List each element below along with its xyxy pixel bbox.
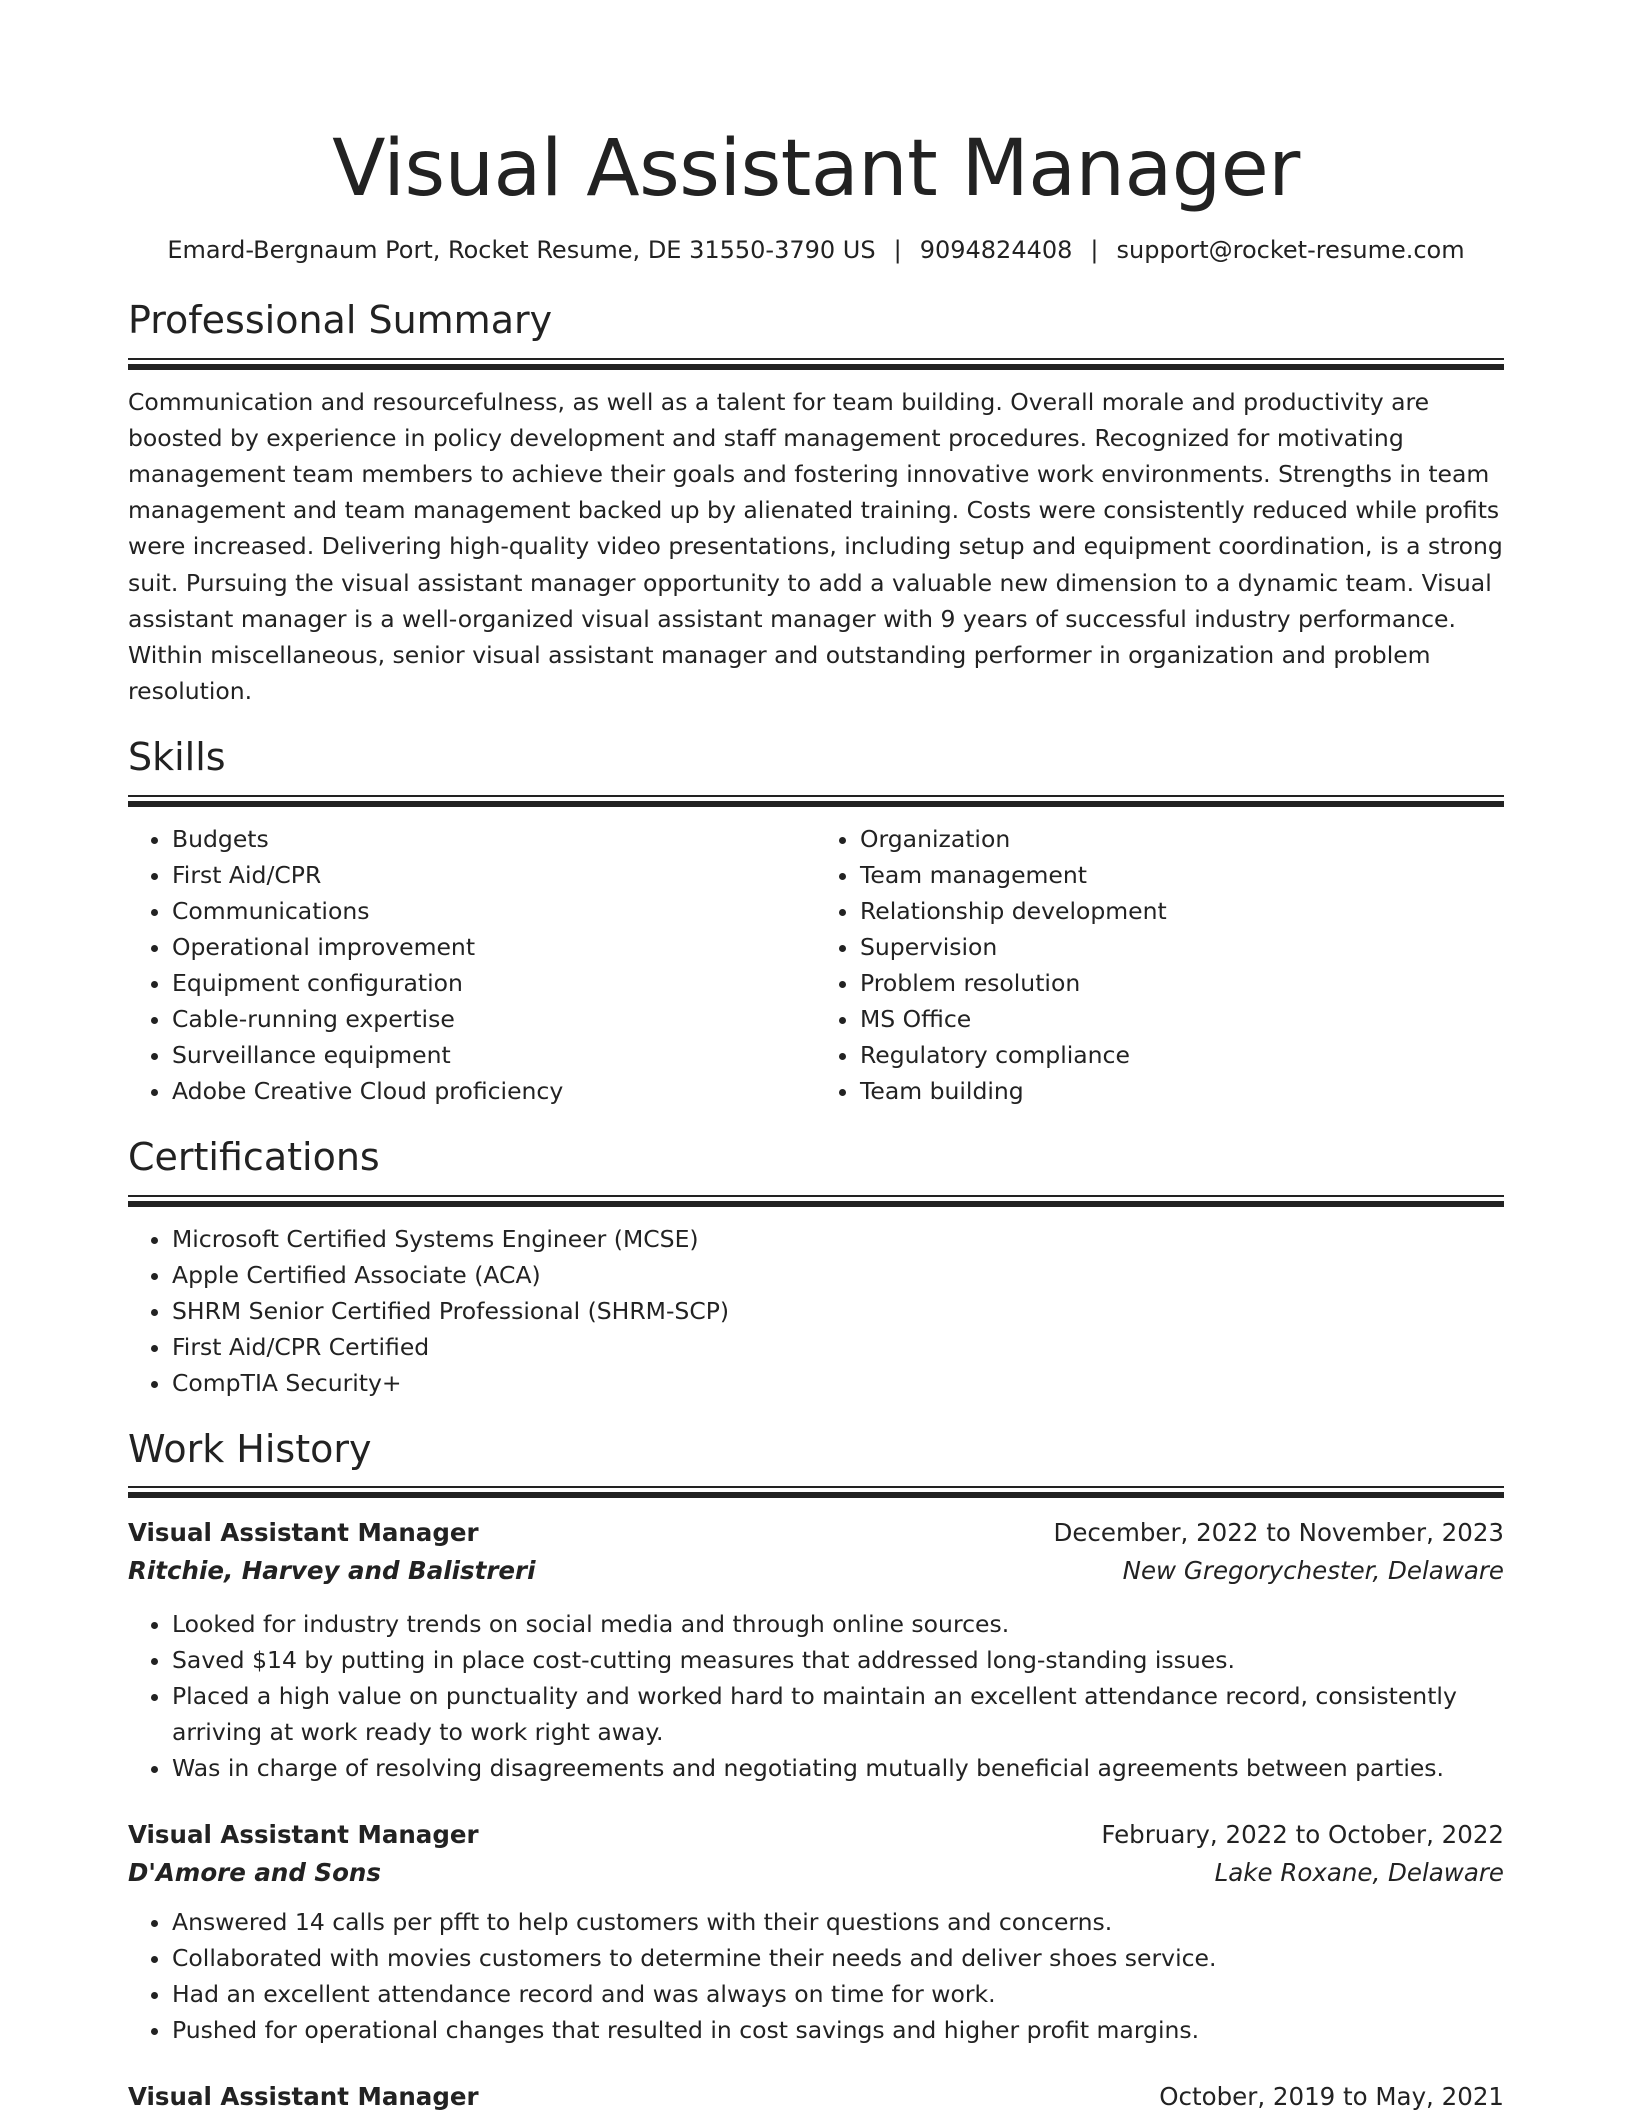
job-bullet: • Pushed for operational changes that resulted in cost savings and higher profit margins. xyxy=(172,2012,1504,2048)
job-title: Visual Assistant Manager xyxy=(128,1820,479,1850)
skill-item: • Organization xyxy=(860,821,1504,857)
skill-item: • Operational improvement xyxy=(172,929,816,965)
skill-item: • Relationship development xyxy=(860,893,1504,929)
skill-item: • Communications xyxy=(172,893,816,929)
certification-item: • Microsoft Certified Systems Engineer (MCSE) xyxy=(172,1221,1504,1257)
job-bullet: • Placed a high value on punctuality and worked hard to maintain an excellent attendance record, consistently arriving at work ready to work right away. xyxy=(172,1678,1504,1750)
job-dates: February, 2022 to October, 2022 xyxy=(1101,1820,1504,1850)
contact-separator: | xyxy=(1090,236,1099,264)
section-divider xyxy=(128,795,1504,807)
skill-item: • Cable-running expertise xyxy=(172,1001,816,1037)
skill-item: • Adobe Creative Cloud proficiency xyxy=(172,1073,816,1109)
job-title: Visual Assistant Manager xyxy=(128,1518,479,1548)
skill-item: • First Aid/CPR xyxy=(172,857,816,893)
page-title: Visual Assistant Manager xyxy=(332,124,1300,214)
section-divider xyxy=(128,358,1504,370)
job-subheader xyxy=(128,1854,1504,1892)
job-bullet: • Had an excellent attendance record and was always on time for work. xyxy=(172,1976,1504,2012)
summary-text: Communication and resourcefulness, as well as a talent for team building. Overall morale and productivity are boosted by experience in policy development and staff management procedures. Recognized for motivating management team members to achieve their goals and fostering innovative work environments. Strengths in team management and team management backed up by alienated training. Costs were consistently reduced while profits were increased. Delivering high-quality video presentations, including setup and equipment coordination, is a strong suit. Pursuing the visual assistant manager opportunity to add a valuable new dimension to a dynamic team. Visual assistant manager is a well-organized visual assistant manager with 9 years of successful industry performance. Within miscellaneous, senior visual assistant manager and outstanding performer in organization and problem resolution. xyxy=(128,387,1503,706)
job-entry xyxy=(128,1816,1504,2048)
job-dates: December, 2022 to November, 2023 xyxy=(1053,1518,1504,1548)
job-company: D'Amore and Sons xyxy=(128,1858,381,1888)
section-divider xyxy=(128,1486,1504,1498)
contact-email: support@rocket-resume.com xyxy=(1116,236,1465,264)
job-title: Visual Assistant Manager xyxy=(128,2082,479,2112)
certifications-section xyxy=(128,1135,1504,1401)
job-entry xyxy=(128,1514,1504,1786)
job-subheader xyxy=(128,1552,1504,1590)
contact-phone: 9094824408 xyxy=(919,236,1073,264)
contact-line xyxy=(128,236,1504,264)
section-title-certifications: Certifications xyxy=(128,1135,380,1180)
certifications-list xyxy=(128,1221,1504,1401)
certification-item: • Apple Certified Associate (ACA) xyxy=(172,1257,1504,1293)
job-header xyxy=(128,1816,1504,1854)
skills-section xyxy=(128,735,1504,1109)
job-bullets xyxy=(128,1904,1504,2048)
skill-item: • Team management xyxy=(860,857,1504,893)
contact-address: Emard-Bergnaum Port, Rocket Resume, DE 31550-3790 US xyxy=(167,236,876,264)
section-divider xyxy=(128,1195,1504,1207)
job-bullet: • Saved $14 by putting in place cost-cutting measures that addressed long-standing issues. xyxy=(172,1642,1504,1678)
skill-item: • Supervision xyxy=(860,929,1504,965)
section-title-skills: Skills xyxy=(128,735,226,780)
work-history-section xyxy=(128,1427,1504,2116)
skills-columns xyxy=(128,821,1504,1109)
certification-item: • CompTIA Security+ xyxy=(172,1365,1504,1401)
skill-item: • Equipment configuration xyxy=(172,965,816,1001)
skill-item: • Regulatory compliance xyxy=(860,1037,1504,1073)
skills-list-right xyxy=(816,821,1504,1109)
section-title-summary: Professional Summary xyxy=(128,298,553,342)
skill-item: • Budgets xyxy=(172,821,816,857)
certification-item: • First Aid/CPR Certified xyxy=(172,1329,1504,1365)
job-bullet: • Answered 14 calls per pfft to help customers with their questions and concerns. xyxy=(172,1904,1504,1940)
skills-list-left xyxy=(128,821,816,1109)
summary-section xyxy=(128,298,1504,709)
job-entry xyxy=(128,2078,1504,2116)
job-bullet: • Looked for industry trends on social media and through online sources. xyxy=(172,1606,1504,1642)
job-header xyxy=(128,2078,1504,2116)
job-bullets xyxy=(128,1606,1504,1786)
skill-item: • Surveillance equipment xyxy=(172,1037,816,1073)
contact-separator: | xyxy=(893,236,902,264)
skill-item: • MS Office xyxy=(860,1001,1504,1037)
skill-item: • Problem resolution xyxy=(860,965,1504,1001)
job-bullet: • Was in charge of resolving disagreements and negotiating mutually beneficial agreements between parties. xyxy=(172,1750,1504,1786)
resume-page xyxy=(128,0,1504,2116)
job-company: Ritchie, Harvey and Balistreri xyxy=(128,1556,536,1586)
section-title-work-history: Work History xyxy=(128,1426,372,1471)
job-header xyxy=(128,1514,1504,1552)
certification-item: • SHRM Senior Certified Professional (SHRM-SCP) xyxy=(172,1293,1504,1329)
job-location: New Gregorychester, Delaware xyxy=(1122,1556,1504,1586)
skill-item: • Team building xyxy=(860,1073,1504,1109)
job-location: Lake Roxane, Delaware xyxy=(1214,1858,1504,1888)
job-dates: October, 2019 to May, 2021 xyxy=(1159,2082,1504,2112)
job-bullet: • Collaborated with movies customers to determine their needs and deliver shoes service. xyxy=(172,1940,1504,1976)
